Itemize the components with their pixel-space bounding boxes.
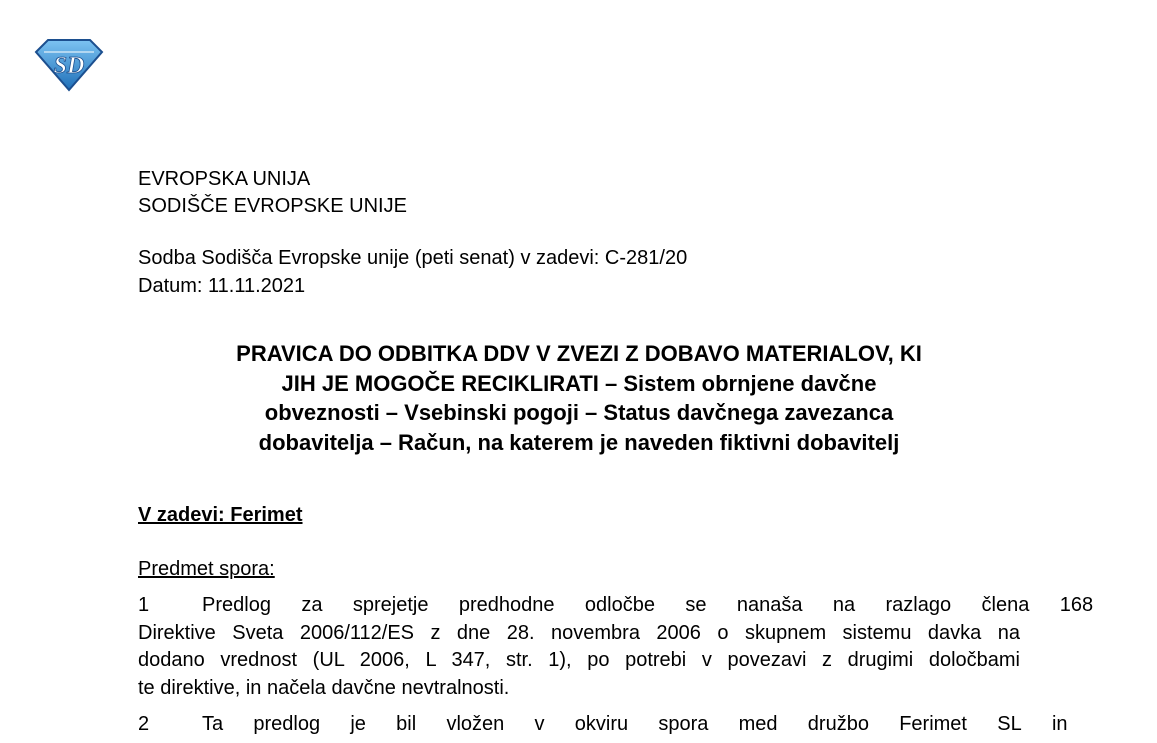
matter-heading: V zadevi: Ferimet xyxy=(138,504,303,526)
court-line-union: EVROPSKA UNIJA xyxy=(138,168,311,190)
title-line: PRAVICA DO ODBITKA DDV V ZVEZI Z DOBAVO MATERIALOV, KI xyxy=(236,341,922,366)
title-line: JIH JE MOGOČE RECIKLIRATI – Sistem obrnjene davčne xyxy=(281,370,877,396)
court-header xyxy=(138,166,407,220)
paragraph-line: te direktive, in načela davčne nevtralnosti. xyxy=(138,676,510,699)
title-line: obveznosti – Vsebinski pogoji – Status davčnega zavezanca xyxy=(264,400,894,425)
document-title xyxy=(138,339,1020,457)
judgment-date: Datum: 11.11.2021 xyxy=(138,275,306,297)
paragraph-line: Direktive Sveta 2006/112/ES z dne 28. novembra 2006 o skupnem sistemu davka na xyxy=(138,621,1020,644)
paragraph-number: 2 xyxy=(138,713,150,735)
paragraph-line: dodano vrednost (UL 2006, L 347, str. 1), po potrebi v povezavi z drugimi določbami xyxy=(138,649,1020,671)
paragraph-text: Ta predlog je bil vložen v okviru spora med družbo Ferimet SL in xyxy=(202,713,1068,735)
court-logo-icon xyxy=(34,38,104,92)
paragraph-line xyxy=(138,711,1068,739)
court-line-court: SODIŠČE EVROPSKE UNIJE xyxy=(138,195,407,217)
paragraph-2 xyxy=(138,711,1068,739)
paragraph-number: 1 xyxy=(138,594,150,616)
title-line: dobavitelja – Račun, na katerem je naveden fiktivni dobavitelj xyxy=(258,429,900,455)
svg-text:SD: SD xyxy=(53,53,85,79)
paragraph-text: Predlog za sprejetje predhodne odločbe se nanaša na razlago člena 168 xyxy=(202,594,1094,616)
judgment-reference: Sodba Sodišča Evropske unije (peti senat) v zadevi: C-281/20 xyxy=(138,247,688,269)
subject-heading: Predmet spora: xyxy=(138,558,275,580)
case-info xyxy=(138,244,687,300)
paragraph-1 xyxy=(138,592,1094,702)
court-logo xyxy=(34,38,104,92)
paragraph-line xyxy=(138,592,1094,620)
